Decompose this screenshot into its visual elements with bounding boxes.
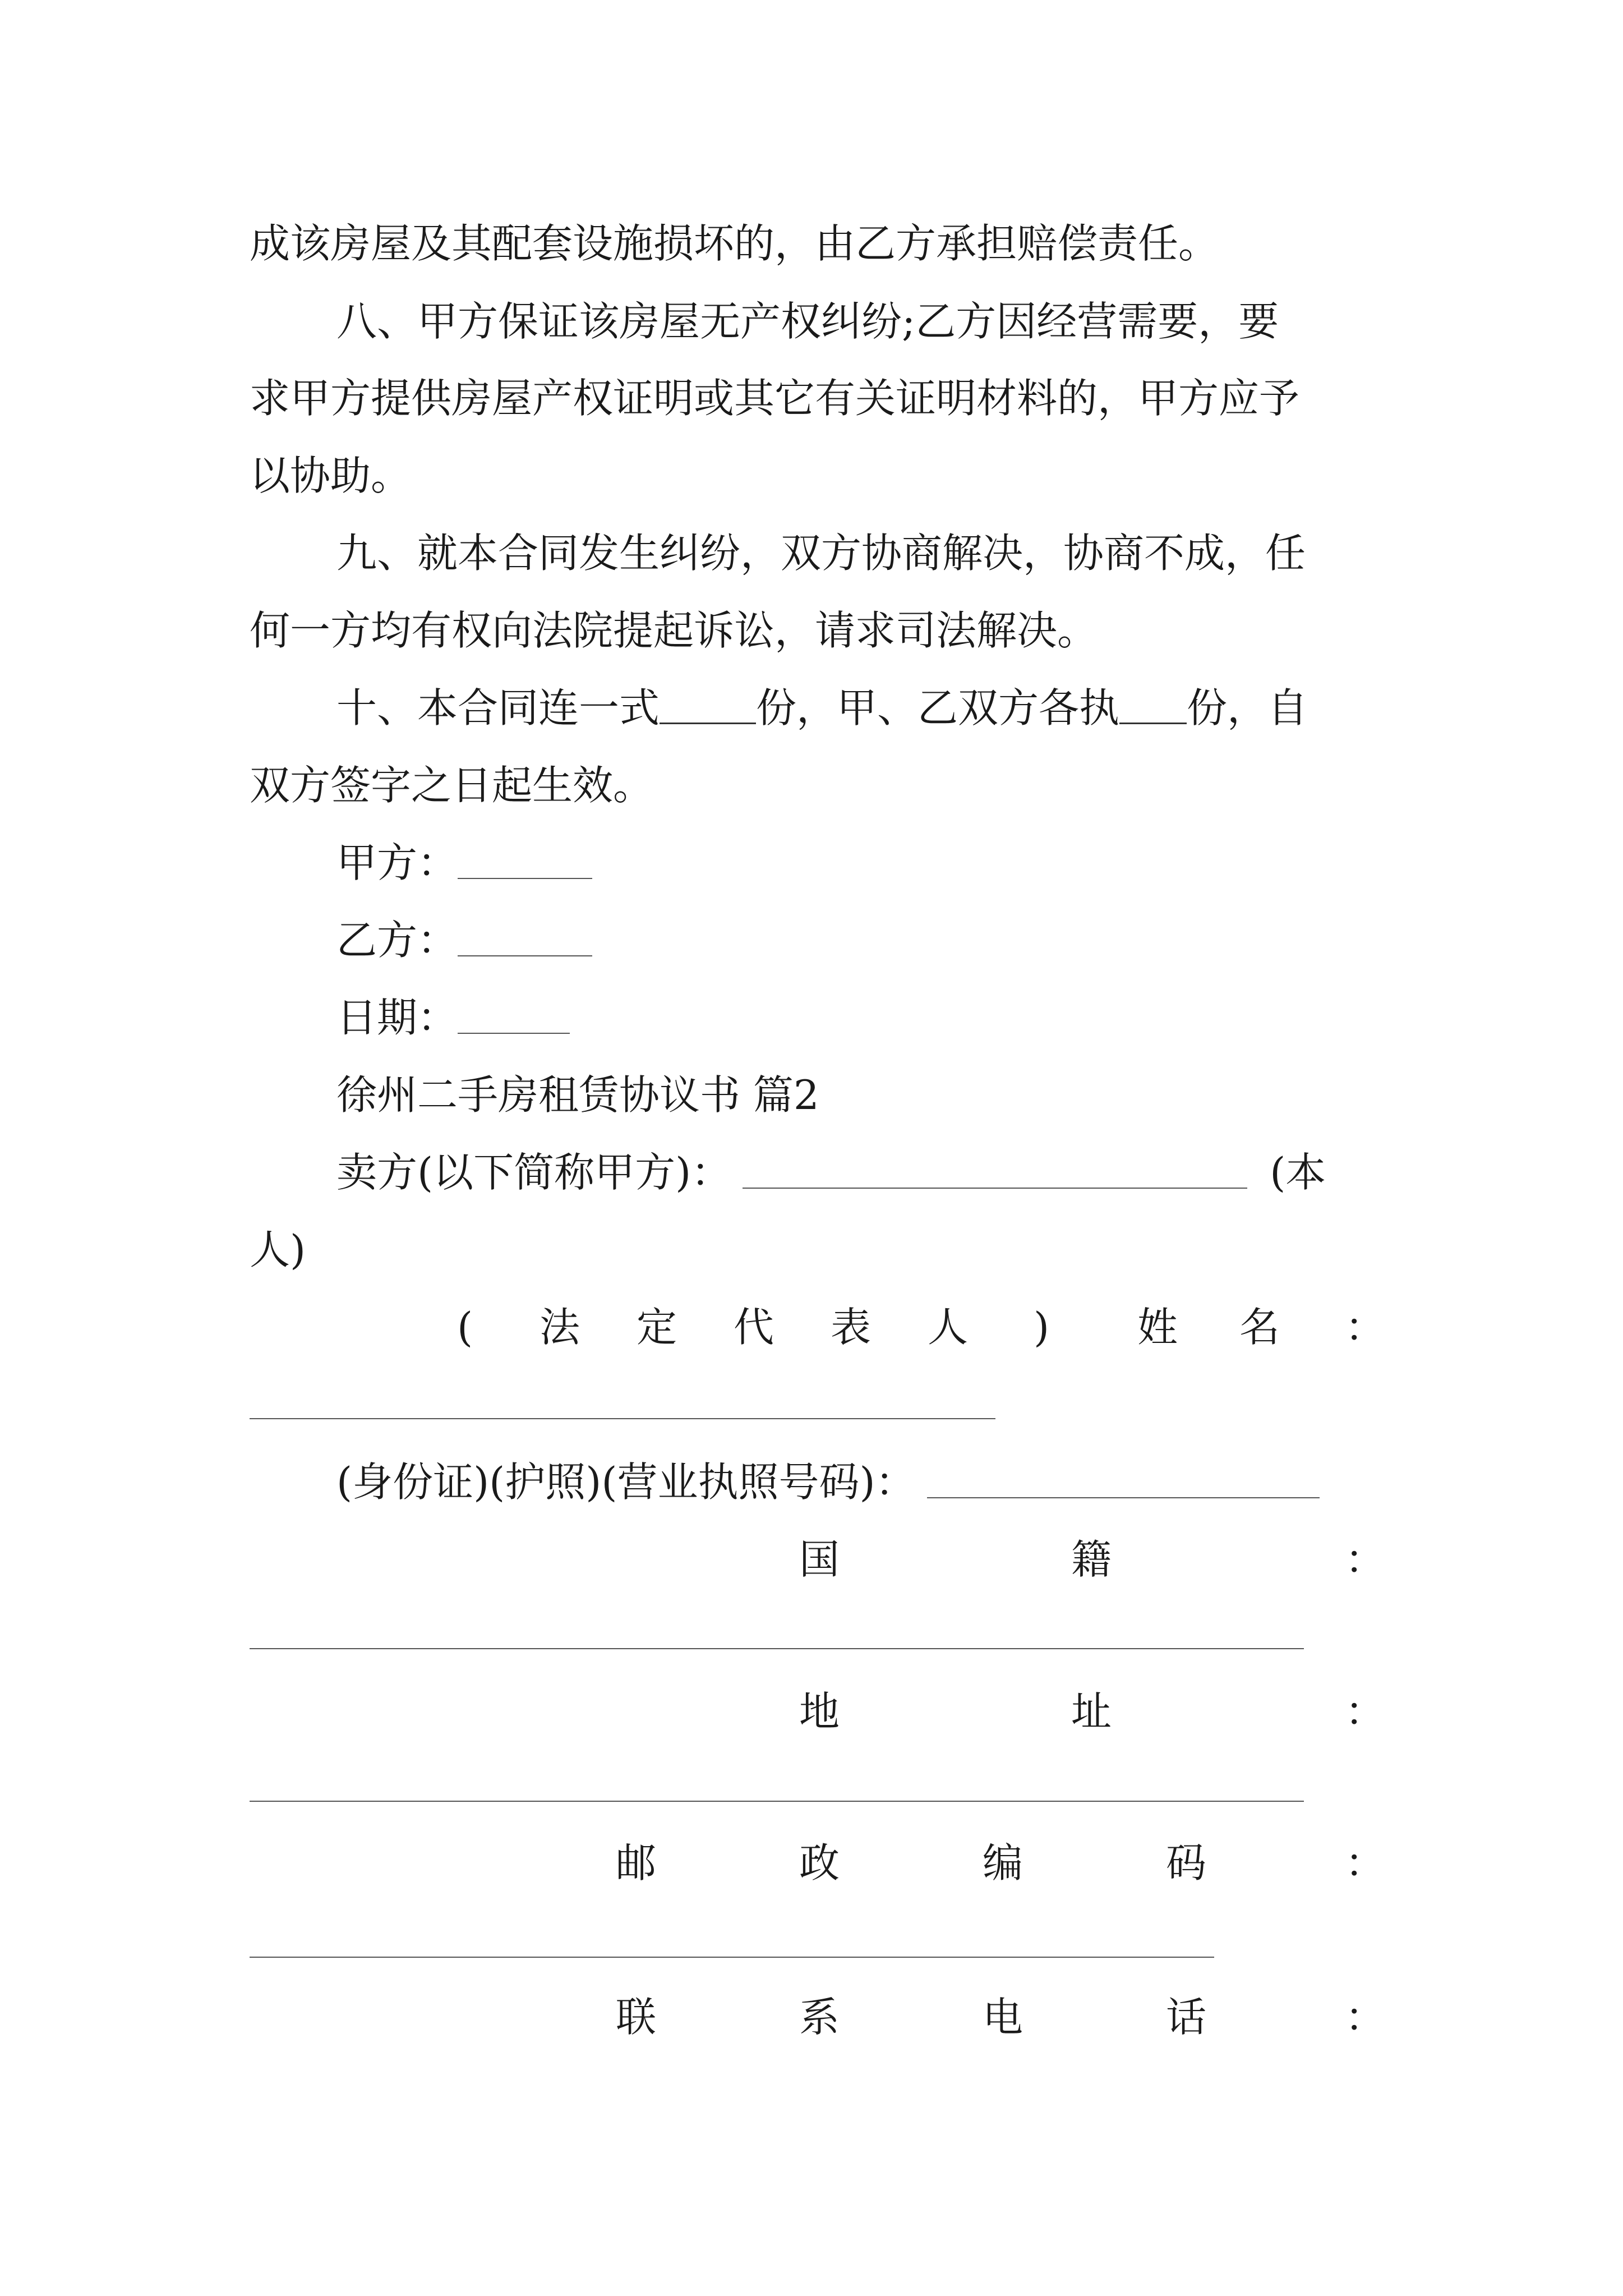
phone-char-1: 联 [616,1994,657,2041]
phone-colon: ： [1345,1994,1386,2041]
phone-char-4: 话 [1166,1994,1207,2041]
rep-char-6: 人 [928,1304,969,1351]
rep-char-7: ) [1034,1304,1050,1351]
rep-name-blank[interactable] [250,1418,995,1419]
party-b-sign-line [336,917,1481,964]
address-colon: ： [1345,1688,1386,1735]
clause-10-text-c: 份，自 [1187,684,1308,731]
clause-10-text-b: 份，甲、乙双方各执 [756,684,1120,731]
rep-colon: ： [1345,1304,1386,1351]
rep-char-3: 定 [637,1304,677,1351]
party-a-sign-line [336,839,1481,886]
rep-char-4: 代 [734,1304,774,1351]
postcode-char-2: 政 [799,1839,840,1887]
seller-line-cont: 人) [250,1226,306,1273]
clause-10-text-a: 十、本合同连一式 [336,684,660,731]
nationality-blank[interactable] [250,1648,1304,1649]
address-char-1: 地 [799,1688,840,1735]
party-b-label: 乙方： [336,917,458,964]
nationality-char-1: 国 [799,1536,840,1583]
party-b-blank[interactable] [458,922,592,956]
clause-8-line-2: 求甲方提供房屋产权证明或其它有关证明材料的，甲方应予 [250,375,1300,422]
postcode-char-4: 码 [1166,1839,1207,1887]
rep-char-2: 法 [540,1304,580,1351]
paragraph-line-1: 成该房屋及其配套设施损坏的，由乙方承担赔偿责任。 [250,220,1219,267]
clause-9-line-2: 何一方均有权向法院提起诉讼，请求司法解决。 [250,607,1098,654]
clause-10-line-1 [336,684,1481,731]
id-line [336,1458,1481,1506]
party-a-blank[interactable] [458,844,592,879]
section-title: 徐州二手房租赁协议书 篇2 [336,1071,819,1119]
postcode-char-1: 邮 [616,1839,657,1887]
postcode-colon: ： [1345,1839,1386,1887]
rep-char-9: 名 [1239,1304,1280,1351]
nationality-char-2: 籍 [1071,1536,1112,1583]
party-a-label: 甲方： [336,839,458,886]
clause-8-line-3: 以协助。 [250,452,412,499]
copies-each-blank[interactable] [1119,689,1187,724]
clause-9-line-1: 九、就本合同发生纠纷，双方协商解决，协商不成，任 [336,530,1306,577]
id-label: (身份证)(护照)(营业执照号码)： [336,1458,916,1506]
postcode-blank[interactable] [250,1957,1214,1958]
seller-label: 卖方(以下简称甲方)： [336,1149,732,1196]
copies-total-blank[interactable] [660,689,756,724]
nationality-colon: ： [1345,1536,1386,1583]
rep-char-8: 姓 [1137,1304,1178,1351]
date-label: 日期： [336,994,458,1041]
clause-8-line-1: 八、甲方保证该房屋无产权纠纷;乙方因经营需要，要 [336,298,1279,345]
clause-10-line-2: 双方签字之日起生效。 [250,762,654,809]
address-char-2: 址 [1071,1688,1112,1735]
seller-blank[interactable] [743,1154,1247,1189]
address-blank[interactable] [250,1801,1304,1802]
seller-suffix: (本 [1270,1149,1326,1196]
phone-char-2: 系 [799,1994,840,2041]
postcode-char-3: 编 [983,1839,1023,1887]
phone-char-3: 电 [983,1994,1023,2041]
date-blank[interactable] [458,999,570,1034]
date-sign-line [336,994,1481,1041]
id-blank[interactable] [927,1464,1320,1498]
rep-char-1: ( [457,1304,473,1351]
rep-char-5: 表 [831,1304,872,1351]
seller-line [336,1149,1481,1196]
